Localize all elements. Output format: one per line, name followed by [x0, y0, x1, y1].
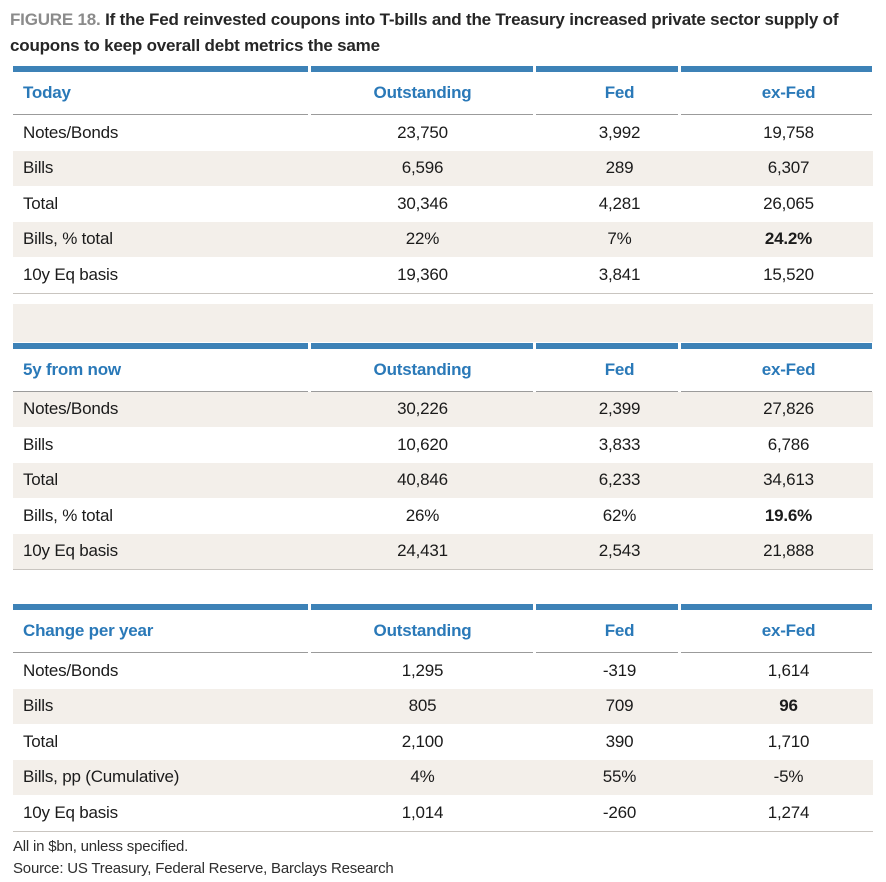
col-header-outstanding: Outstanding	[373, 359, 472, 379]
col-header-fed: Fed	[604, 359, 635, 379]
border-segment	[311, 604, 533, 610]
table-top-border	[13, 604, 873, 610]
border-segment	[681, 604, 872, 610]
table-body	[13, 653, 873, 831]
row-label: Notes/Bonds	[23, 660, 119, 680]
table-title: Today	[23, 83, 71, 102]
cell-exfed: 1,274	[767, 802, 810, 822]
table-row	[13, 186, 873, 222]
table-bottom-rule	[13, 293, 873, 294]
table-row	[13, 115, 873, 151]
border-segment	[536, 66, 678, 72]
data-table	[13, 343, 873, 571]
cell-outstanding: 4%	[410, 767, 435, 787]
cell-fed: 2,543	[598, 541, 641, 561]
cell-fed: 7%	[607, 229, 632, 249]
table-row	[13, 427, 873, 463]
cell-outstanding: 1,295	[401, 660, 444, 680]
source-note: Source: US Treasury, Federal Reserve, Barclays Research	[13, 859, 394, 877]
table-top-border	[13, 343, 873, 349]
row-label: Bills, % total	[23, 229, 113, 249]
cell-fed: 4,281	[598, 193, 641, 213]
table-header-row	[13, 349, 873, 391]
rule-segment	[13, 114, 308, 115]
cell-outstanding: 10,620	[397, 434, 448, 454]
cell-fed: -260	[602, 802, 637, 822]
cell-exfed: -5%	[773, 767, 804, 787]
row-label: Bills	[23, 434, 54, 454]
rule-segment	[311, 114, 533, 115]
cell-outstanding: 19,360	[397, 264, 448, 284]
footnotes	[13, 836, 886, 880]
figure-title-text: If the Fed reinvested coupons into T-bills and the Treasury increased private sector supply of coupons to keep overall debt metrics the same	[10, 10, 839, 55]
row-label: 10y Eq basis	[23, 802, 118, 822]
figure-title	[10, 7, 874, 59]
table-row	[13, 222, 873, 258]
row-label: Bills	[23, 696, 54, 716]
cell-exfed: 27,826	[763, 399, 814, 419]
figure-label: FIGURE 18.	[10, 10, 101, 29]
border-segment	[13, 604, 308, 610]
rule-segment	[536, 391, 678, 392]
cell-exfed: 1,614	[767, 660, 810, 680]
cell-fed: -319	[602, 660, 637, 680]
rule-segment	[13, 652, 308, 653]
data-table	[13, 604, 873, 832]
border-segment	[311, 66, 533, 72]
table-row	[13, 760, 873, 796]
cell-fed: 55%	[602, 767, 637, 787]
cell-exfed: 96	[779, 696, 798, 716]
row-label: Total	[23, 193, 58, 213]
border-segment	[536, 343, 678, 349]
cell-fed: 289	[605, 158, 634, 178]
table-row	[13, 724, 873, 760]
table-header-row	[13, 610, 873, 652]
border-segment	[536, 604, 678, 610]
col-header-fed: Fed	[604, 83, 635, 102]
col-header-outstanding: Outstanding	[373, 621, 472, 640]
table-row	[13, 534, 873, 570]
table-bottom-rule	[13, 831, 873, 832]
border-segment	[13, 66, 308, 72]
table-row	[13, 151, 873, 187]
cell-fed: 62%	[602, 505, 637, 525]
cell-fed: 390	[605, 731, 634, 751]
table-title: Change per year	[23, 621, 154, 640]
table-row	[13, 653, 873, 689]
border-segment	[681, 66, 872, 72]
rule-segment	[311, 652, 533, 653]
row-label: Bills, pp (Cumulative)	[23, 767, 180, 787]
table-bottom-rule	[13, 569, 873, 570]
cell-fed: 2,399	[598, 399, 641, 419]
table-header-row	[13, 72, 873, 114]
cell-fed: 3,833	[598, 434, 641, 454]
col-header-outstanding: Outstanding	[373, 83, 472, 102]
cell-fed: 709	[605, 696, 634, 716]
rule-segment	[536, 652, 678, 653]
cell-exfed: 19,758	[763, 122, 814, 142]
cell-outstanding: 30,346	[397, 193, 448, 213]
table-body	[13, 392, 873, 570]
table-title: 5y from now	[23, 359, 121, 379]
table-row	[13, 795, 873, 831]
row-label: Bills	[23, 158, 54, 178]
row-label: Total	[23, 731, 58, 751]
cell-fed: 3,992	[598, 122, 641, 142]
cell-outstanding: 6,596	[401, 158, 444, 178]
rule-segment	[681, 114, 872, 115]
row-label: 10y Eq basis	[23, 264, 118, 284]
rule-segment	[681, 652, 872, 653]
data-table	[13, 66, 873, 294]
cell-exfed: 19.6%	[764, 505, 813, 525]
row-label: 10y Eq basis	[23, 541, 118, 561]
row-label: Total	[23, 470, 58, 490]
cell-outstanding: 22%	[405, 229, 440, 249]
table-row	[13, 689, 873, 725]
cell-fed: 6,233	[598, 470, 641, 490]
cell-outstanding: 23,750	[397, 122, 448, 142]
col-header-fed: Fed	[604, 621, 635, 640]
row-label: Notes/Bonds	[23, 122, 119, 142]
cell-outstanding: 805	[408, 696, 437, 716]
cell-exfed: 24.2%	[764, 229, 813, 249]
header-rule	[13, 114, 873, 115]
row-label: Notes/Bonds	[23, 399, 119, 419]
cell-exfed: 6,307	[767, 158, 810, 178]
col-header-exfed: ex-Fed	[761, 621, 816, 640]
tables-container	[13, 66, 873, 832]
border-segment	[311, 343, 533, 349]
header-rule	[13, 391, 873, 392]
cell-exfed: 1,710	[767, 731, 810, 751]
header-rule	[13, 652, 873, 653]
table-row	[13, 392, 873, 428]
cell-exfed: 6,786	[767, 434, 810, 454]
row-label: Bills, % total	[23, 505, 113, 525]
cell-exfed: 34,613	[763, 470, 814, 490]
border-segment	[681, 343, 872, 349]
table-top-border	[13, 66, 873, 72]
cell-outstanding: 24,431	[397, 541, 448, 561]
cell-exfed: 26,065	[763, 193, 814, 213]
rule-segment	[311, 391, 533, 392]
rule-segment	[681, 391, 872, 392]
cell-outstanding: 26%	[405, 505, 440, 525]
rule-segment	[536, 114, 678, 115]
cell-fed: 3,841	[598, 264, 641, 284]
border-segment	[13, 343, 308, 349]
table-row	[13, 498, 873, 534]
cell-exfed: 15,520	[763, 264, 814, 284]
cell-outstanding: 30,226	[397, 399, 448, 419]
table-row	[13, 257, 873, 293]
beige-spacer-row	[13, 304, 873, 342]
cell-outstanding: 40,846	[397, 470, 448, 490]
cell-exfed: 21,888	[763, 541, 814, 561]
col-header-exfed: ex-Fed	[761, 359, 816, 379]
table-body	[13, 115, 873, 293]
units-note: All in $bn, unless specified.	[13, 837, 189, 855]
cell-outstanding: 1,014	[401, 802, 444, 822]
col-header-exfed: ex-Fed	[761, 83, 816, 102]
cell-outstanding: 2,100	[401, 731, 444, 751]
table-row	[13, 463, 873, 499]
rule-segment	[13, 391, 308, 392]
